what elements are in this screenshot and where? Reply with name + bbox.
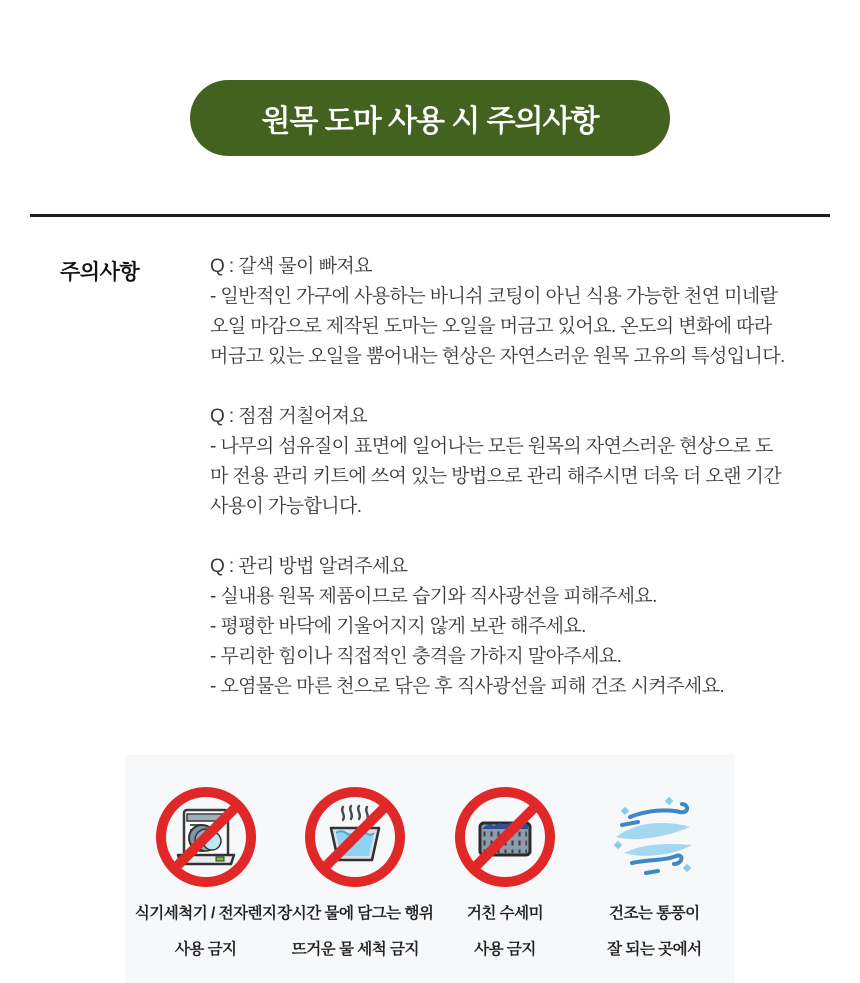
answer: - 일반적인 가구에 사용하는 바니쉬 코팅이 아닌 식용 가능한 천연 미네랄 오일 마감으로 제작된 도마는 오일을 머금고 있어요. 온도의 변화에 따라 머금고 있는 오일을 뿜어내는 현상은 자연스러운 원목 고유의 특성입니다. <box>210 286 785 367</box>
answer: - 무리한 힘이나 직접적인 충격을 가하지 말아주세요. <box>210 646 622 667</box>
hot-water-prohibited-icon <box>303 785 407 889</box>
warning-caption: 장시간 물에 담그는 행위 <box>277 905 434 922</box>
warning-caption: 잘 되는 곳에서 <box>607 941 702 958</box>
answer: - 평평한 바닥에 기울어지지 않게 보관 해주세요. <box>210 616 586 637</box>
qa-block-brown-water <box>210 252 788 372</box>
qa-block-care-method <box>210 552 788 702</box>
warning-caption: 뜨거운 물 세척 금지 <box>291 941 419 958</box>
warning-caption: 거친 수세미 <box>466 905 544 922</box>
question: Q : 점점 거칠어져요 <box>210 406 368 427</box>
section-label: 주의사항 <box>60 261 140 284</box>
warning-caption: 사용 금지 <box>474 941 536 958</box>
warning-item-scrubber <box>430 755 579 983</box>
warnings-panel <box>125 755 735 983</box>
question: Q : 관리 방법 알려주세요 <box>210 556 408 577</box>
question: Q : 갈색 물이 빠져요 <box>210 256 372 277</box>
answer: - 나무의 섬유질이 표면에 일어나는 모든 원목의 자연스러운 현상으로 도마 전용 관리 키트에 쓰여 있는 방법으로 관리 해주시면 더욱 더 오랜 기간 사용이 가능합니다. <box>210 436 782 517</box>
divider-line <box>30 214 830 217</box>
warning-caption: 사용 금지 <box>174 941 237 958</box>
warning-caption: 건조는 통풍이 <box>608 905 700 922</box>
qa-column <box>210 252 788 702</box>
scrubber-prohibited-icon <box>453 785 557 889</box>
wind-icon <box>602 785 706 889</box>
dishwasher-prohibited-icon <box>154 785 258 889</box>
answer: - 실내용 원목 제품이므로 습기와 직사광선을 피해주세요. <box>210 586 657 607</box>
title-pill <box>190 80 670 156</box>
warning-item-hot-water <box>277 755 434 983</box>
warning-item-dishwasher <box>131 755 280 983</box>
warning-item-ventilation <box>580 755 729 983</box>
page-title: 원목 도마 사용 시 주의사항 <box>261 105 599 138</box>
warning-caption: 식기세척기 / 전자렌지 <box>134 905 277 922</box>
qa-block-rough-surface <box>210 402 788 522</box>
answer: - 오염물은 마른 천으로 닦은 후 직사광선을 피해 건조 시켜주세요. <box>210 676 725 697</box>
